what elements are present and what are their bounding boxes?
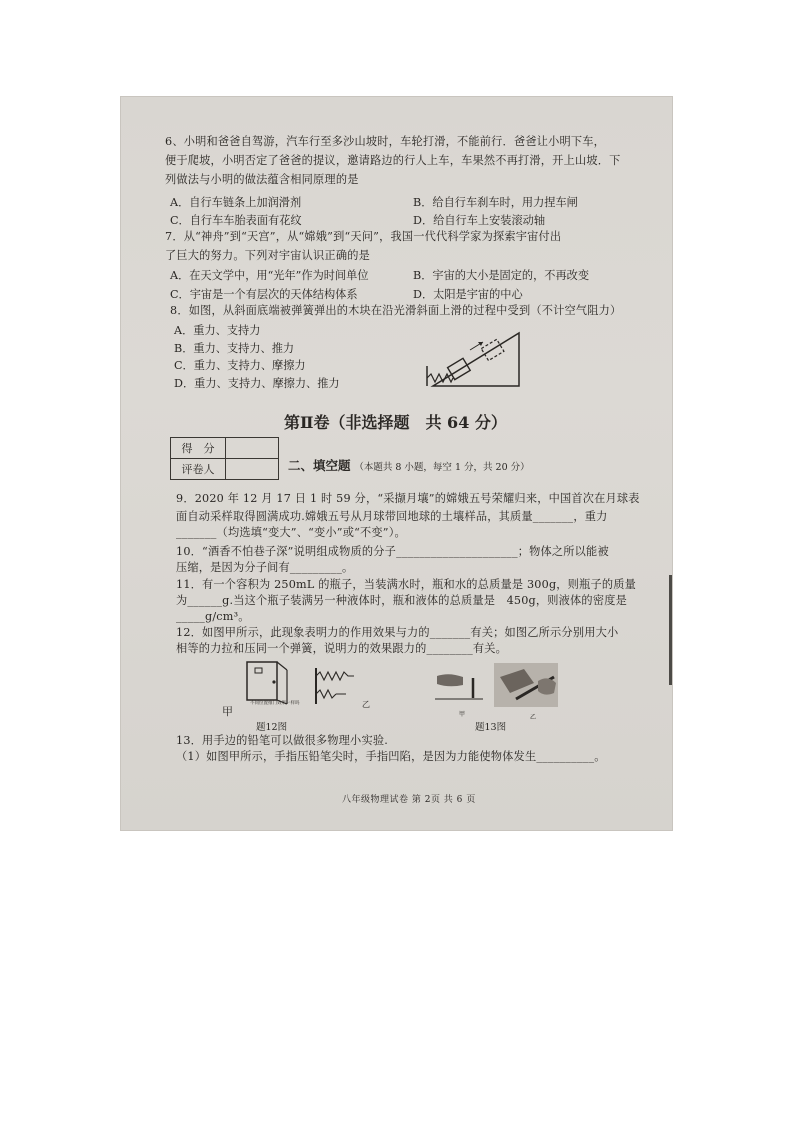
fig12-door-note: 不同位置推门效果一样吗 <box>250 701 300 706</box>
finger-icon <box>437 674 463 686</box>
q10-line-1: 10．“酒香不怕巷子深”说明组成物质的分子_____________________；物体之所以能被 <box>176 545 609 558</box>
score-cell <box>226 438 279 459</box>
q13-line-1: 13．用手边的铅笔可以做很多物理小实验. <box>176 734 388 747</box>
q9-line-3: _______（均选填“变大”、“变小”或“不变”）。 <box>176 526 406 539</box>
score-label: 得 分 <box>171 438 226 459</box>
q7-line-2: 了巨大的努力。下列对宇宙认识正确的是 <box>165 249 370 262</box>
q8-option-d: D．重力、支持力、摩擦力、推力 <box>174 377 340 390</box>
q11-line-3: _____g/cm³。 <box>176 610 250 623</box>
fig13-label-yi: 乙 <box>530 714 537 721</box>
part-heading <box>288 456 530 474</box>
q6-option-d: D．给自行车上安装滚动轴 <box>413 214 546 227</box>
q9-line-1: 9．2020 年 12 月 17 日 1 时 59 分，“采撷月壤”的嫦娥五号荣耀归来，中国首次在月球表 <box>176 492 640 505</box>
grader-cell <box>226 459 279 480</box>
score-table <box>170 437 279 480</box>
q8-option-a: A．重力、支持力 <box>174 324 261 337</box>
spring-compressed-icon <box>316 690 336 698</box>
fig12-caption: 题12图 <box>256 722 288 733</box>
q6-option-b: B．给自行车刹车时，用力捏车闸 <box>413 196 578 209</box>
fig12-spring-figure <box>312 664 362 708</box>
q10-line-2: 压缩，是因为分子间有_________。 <box>176 561 354 574</box>
q6-option-a: A．自行车链条上加润滑剂 <box>170 196 302 209</box>
fig12-label-yi: 乙 <box>362 700 370 709</box>
page-footer: 八年级物理试卷 第 2页 共 6 页 <box>342 795 476 805</box>
q12-line-2: 相等的力拉和压同一个弹簧，说明力的效果跟力的________有关。 <box>176 642 508 655</box>
q8-option-c: C．重力、支持力、摩擦力 <box>174 359 306 372</box>
fig13-label-jia: 甲 <box>459 711 466 718</box>
q6-line-1: 6、小明和爸爸自驾游，汽车行至多沙山坡时，车轮打滑，不能前行．爸爸让小明下车， <box>165 135 606 148</box>
q8-option-b: B．重力、支持力、推力 <box>174 342 295 355</box>
q6-line-3: 列做法与小明的做法蕴含相同原理的是 <box>165 173 359 186</box>
spring-icon <box>316 672 354 680</box>
slope-triangle <box>433 333 519 386</box>
fig12-label-jia: 甲 <box>222 705 233 718</box>
part-title: 二、填空题 <box>288 458 351 473</box>
q6-line-2: 便于爬坡，小明否定了爸爸的提议，邀请路边的行人上车，车果然不再打滑，开上山坡．下 <box>165 154 621 167</box>
q7-option-d: D．太阳是宇宙的中心 <box>413 288 523 301</box>
part-note: （本题共 8 小题，每空 1 分，共 20 分） <box>354 462 530 473</box>
paper-edge-shadow <box>669 575 672 685</box>
section-title: 第Ⅱ卷（非选择题 共 64 分） <box>284 413 507 432</box>
fig13-finger-pencil-figure <box>433 668 485 702</box>
q8-slope-figure <box>425 328 525 390</box>
q11-line-2: 为______g.当这个瓶子装满另一种液体时，瓶和液体的总质量是 450g，则液体的密度是 <box>176 594 627 607</box>
q7-line-1: 7．从“神舟”到“天宫”，从“嫦娥”到“天问”，我国一代代科学家为探索宇宙付出 <box>165 230 562 243</box>
q6-option-c: C．自行车车胎表面有花纹 <box>170 214 302 227</box>
q12-line-1: 12．如图甲所示，此现象表明力的作用效果与力的_______有关；如图乙所示分别用大小 <box>176 626 619 639</box>
q7-option-b: B．宇宙的大小是固定的，不再改变 <box>413 269 590 282</box>
fig13-caption: 题13图 <box>475 722 507 733</box>
q11-line-1: 11．有一个容积为 250mL 的瓶子，当装满水时，瓶和水的总质量是 300g，则瓶子的质量 <box>176 578 637 591</box>
q13-line-2: （1）如图甲所示，手指压铅笔尖时，手指凹陷，是因为力能使物体发生__________。 <box>176 750 606 763</box>
q7-option-a: A．在天文学中，用“光年”作为时间单位 <box>170 269 369 282</box>
q8-line: 8．如图，从斜面底端被弹簧弹出的木块在沿光滑斜面上滑的过程中受到（不计空气阻力） <box>170 304 622 317</box>
block-icon <box>448 358 471 379</box>
grader-label: 评卷人 <box>171 459 226 480</box>
q9-line-2: 面自动采样取得圆满成功.嫦娥五号从月球带回地球的土壤样品，其质量_______，重力 <box>176 510 608 523</box>
q7-option-c: C．宇宙是一个有层次的天体结构体系 <box>170 288 358 301</box>
fig13-pencil-hand-figure <box>494 663 558 707</box>
